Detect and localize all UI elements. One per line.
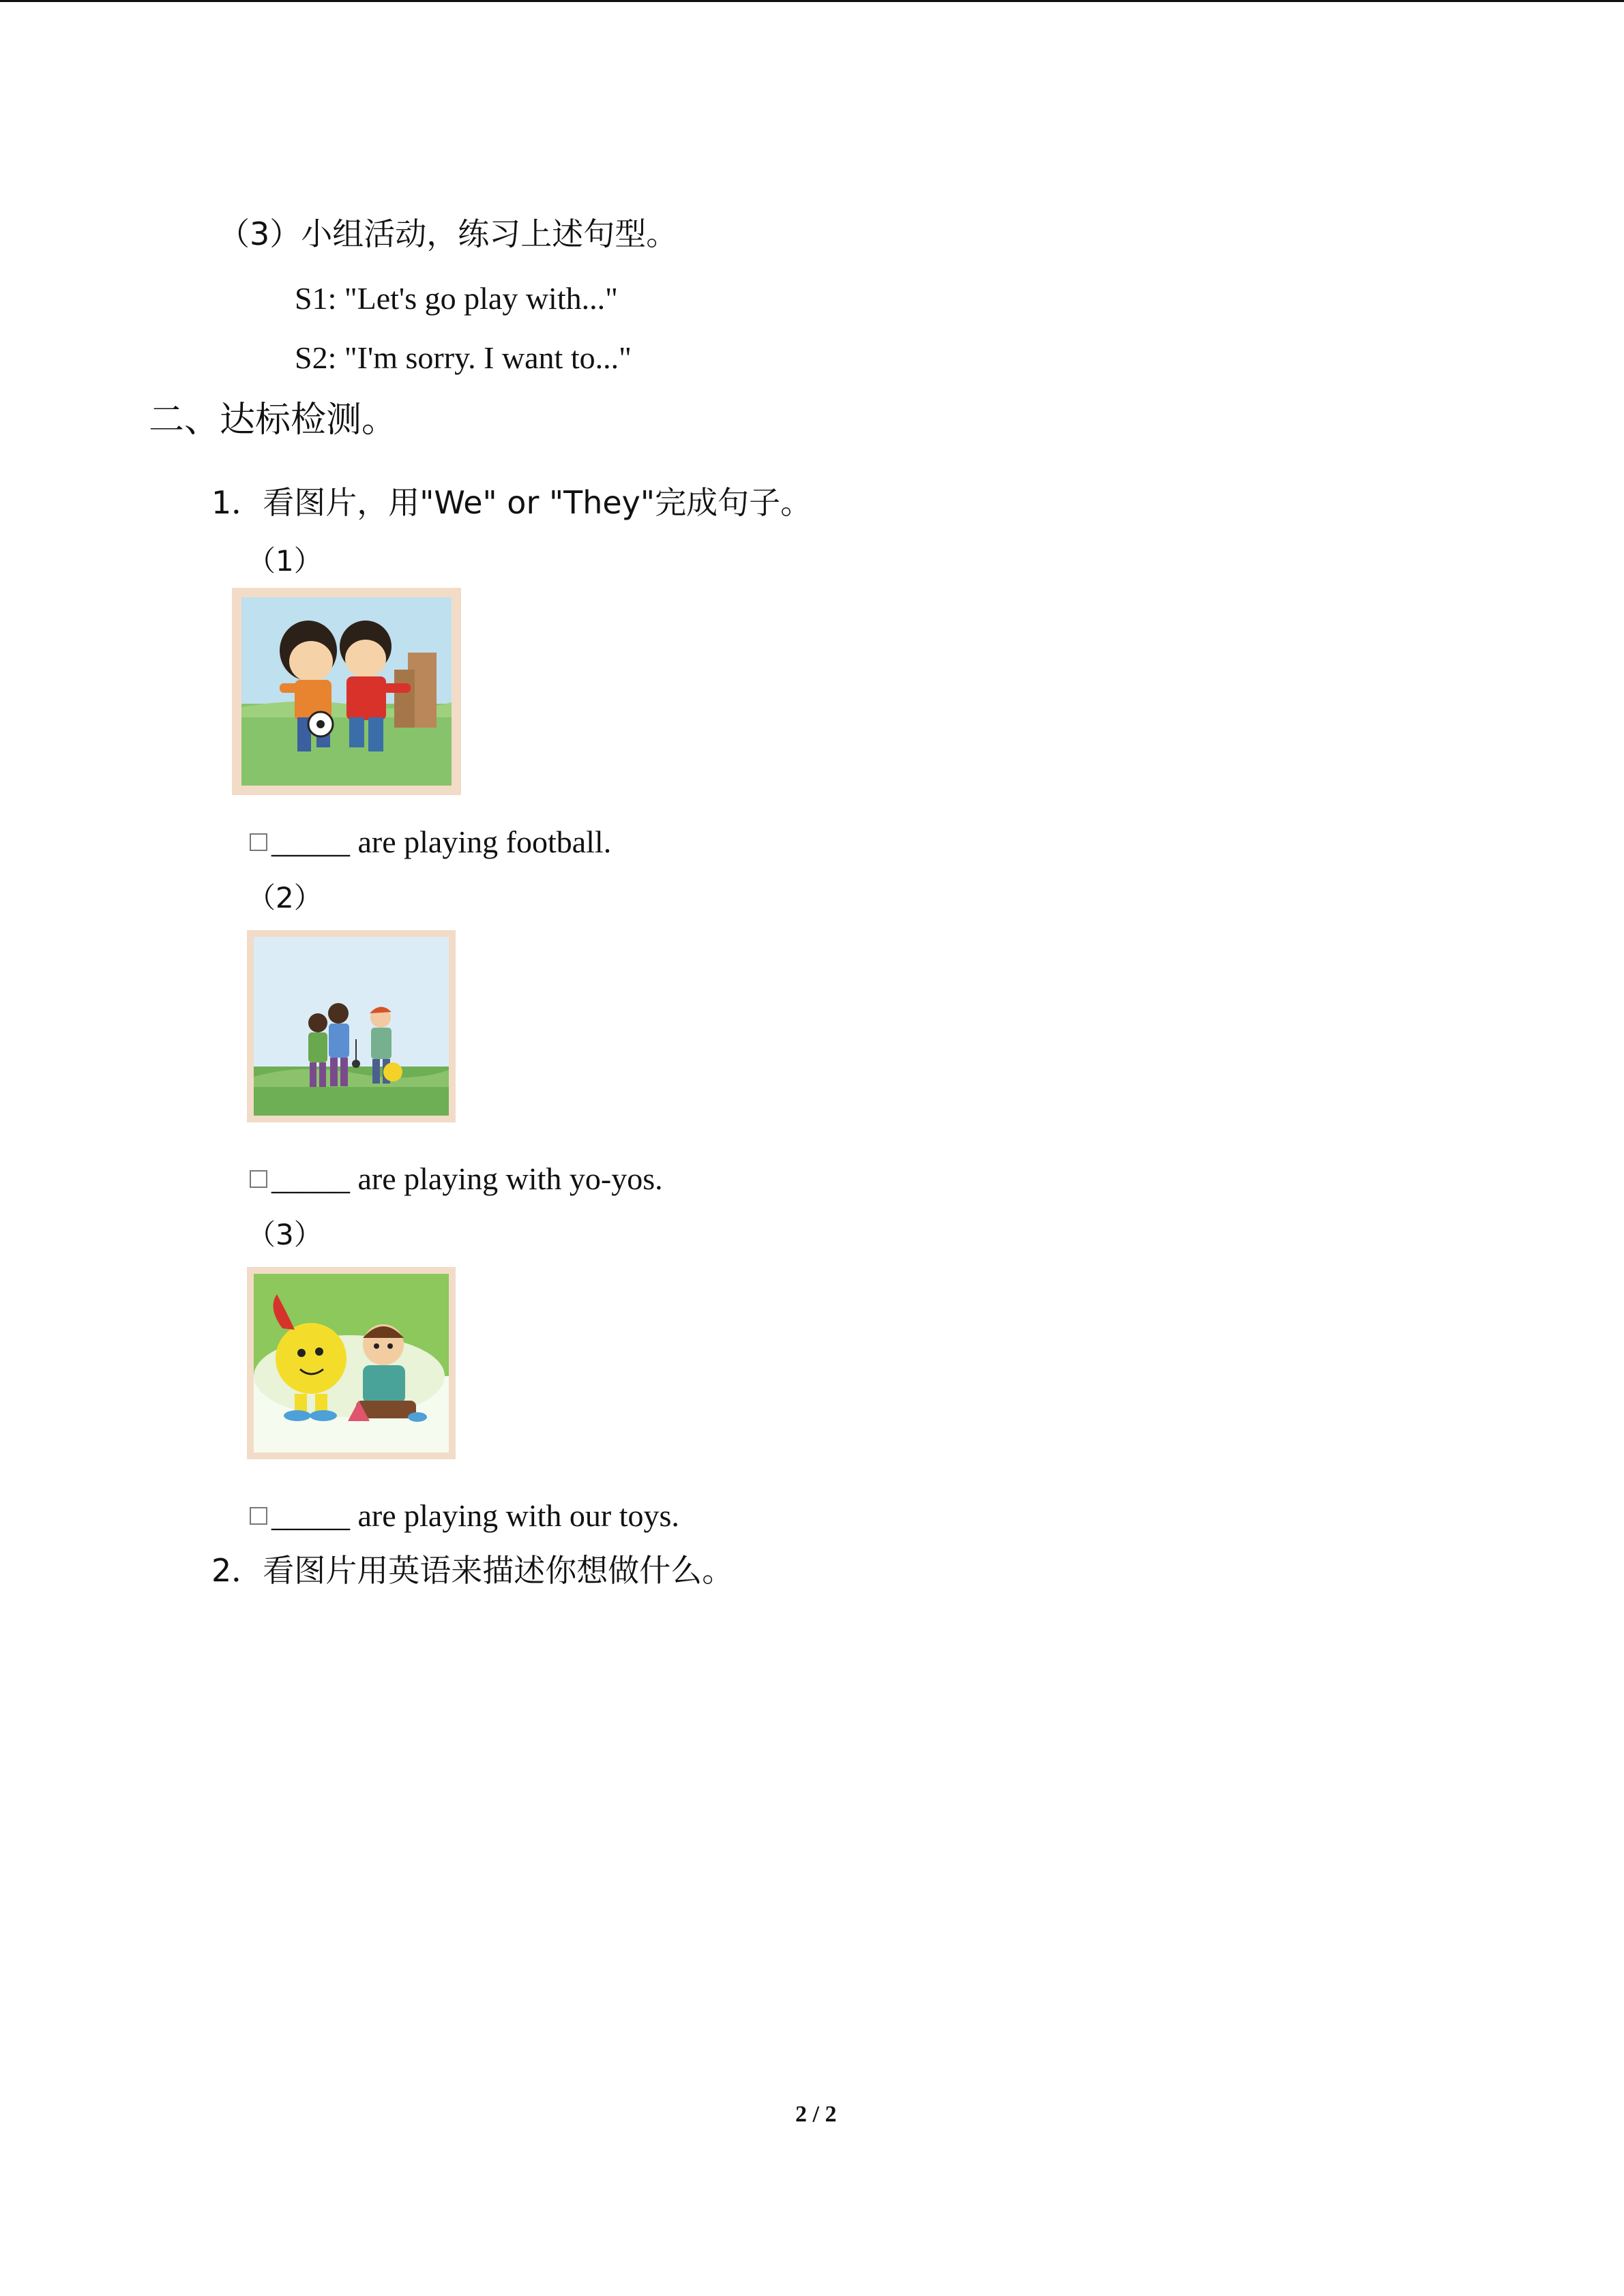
toys-picture	[247, 1267, 456, 1459]
sentence-text-1: _____ are playing football.	[271, 824, 612, 859]
answer-checkbox-2[interactable]	[250, 1170, 267, 1188]
sentence-text-3: _____ are playing with our toys.	[271, 1498, 679, 1533]
football-picture	[232, 588, 461, 795]
activity-item-3: （3）小组活动，练习上述句型。	[218, 215, 678, 252]
question-1-prompt: 1．看图片，用"We" or "They"完成句子。	[211, 484, 812, 521]
yoyo-picture	[247, 930, 456, 1122]
answer-checkbox-1[interactable]	[250, 833, 267, 851]
page-number: 2 / 2	[795, 2102, 837, 2127]
question-2-prompt: 2．看图片用英语来描述你想做什么。	[211, 1552, 734, 1589]
dialogue-line-s1: S1: "Let's go play with..."	[295, 281, 618, 316]
sentence-text-2: _____ are playing with yo-yos.	[271, 1161, 663, 1196]
sentence-item-2	[250, 1163, 663, 1195]
item-number-2: （2）	[247, 881, 323, 914]
item-number-1: （1）	[247, 544, 323, 578]
dialogue-line-s2: S2: "I'm sorry. I want to..."	[295, 340, 632, 375]
section-heading: 二、达标检测。	[149, 400, 398, 441]
item-number-3: （3）	[247, 1218, 323, 1251]
sentence-item-3	[250, 1500, 679, 1532]
page-top-border	[0, 0, 1624, 2]
answer-checkbox-3[interactable]	[250, 1507, 267, 1525]
sentence-item-1	[250, 826, 611, 858]
